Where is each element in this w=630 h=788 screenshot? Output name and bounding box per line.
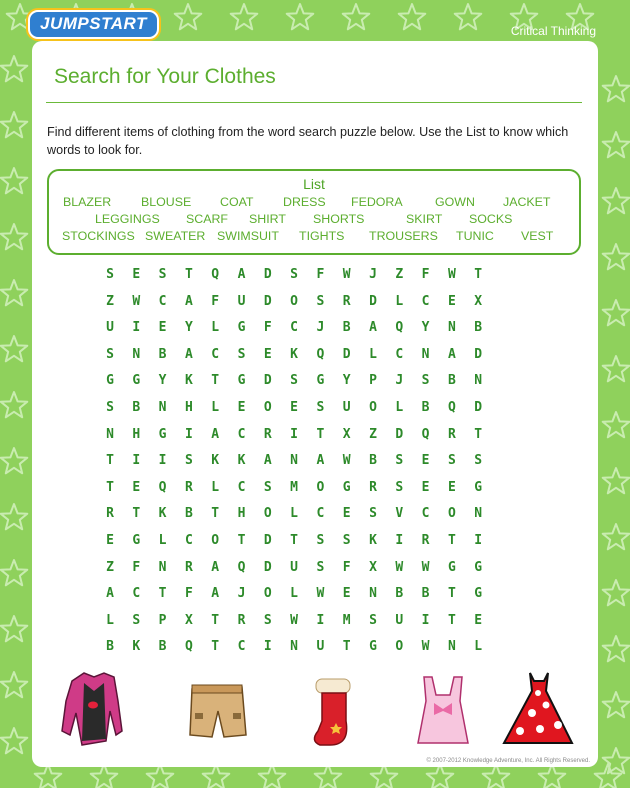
- puzzle-letter[interactable]: H: [132, 426, 141, 442]
- puzzle-letter[interactable]: O: [263, 586, 272, 602]
- puzzle-letter[interactable]: L: [395, 293, 404, 309]
- puzzle-letter[interactable]: G: [158, 426, 167, 442]
- puzzle-letter[interactable]: G: [474, 559, 483, 575]
- puzzle-letter[interactable]: B: [184, 506, 193, 522]
- puzzle-letter[interactable]: N: [106, 426, 114, 442]
- puzzle-letter[interactable]: C: [290, 320, 298, 336]
- puzzle-letter[interactable]: W: [421, 639, 430, 655]
- puzzle-letter[interactable]: U: [106, 320, 114, 336]
- puzzle-letter[interactable]: B: [342, 320, 351, 336]
- puzzle-letter[interactable]: V: [395, 506, 404, 522]
- star-decoration: [483, 764, 510, 788]
- puzzle-letter[interactable]: S: [369, 506, 377, 522]
- star-decoration: [603, 76, 630, 101]
- puzzle-letter[interactable]: B: [474, 320, 483, 336]
- star-decoration: [1, 672, 28, 697]
- star-decoration: [1, 112, 28, 137]
- star-decoration: [1, 560, 28, 585]
- puzzle-letter[interactable]: B: [158, 346, 167, 362]
- puzzle-letter[interactable]: L: [211, 479, 220, 495]
- puzzle-letter[interactable]: B: [421, 400, 430, 415]
- star-decoration: [231, 4, 258, 29]
- puzzle-letter[interactable]: R: [106, 506, 114, 522]
- puzzle-letter[interactable]: B: [158, 639, 167, 655]
- puzzle-letter[interactable]: T: [132, 506, 141, 522]
- list-word: SWIMSUIT: [217, 229, 279, 243]
- puzzle-letter[interactable]: L: [290, 586, 298, 602]
- star-decoration: [203, 764, 230, 788]
- puzzle-letter[interactable]: A: [447, 346, 456, 362]
- puzzle-letter[interactable]: A: [237, 267, 246, 282]
- list-word: SWEATER: [145, 229, 206, 243]
- puzzle-letter[interactable]: L: [211, 400, 220, 415]
- puzzle-letter[interactable]: S: [237, 346, 246, 362]
- star-decoration: [539, 764, 566, 788]
- dress-image: [504, 673, 572, 743]
- puzzle-letter[interactable]: T: [447, 586, 456, 602]
- star-decoration: [603, 468, 630, 493]
- star-decoration: [603, 244, 630, 269]
- puzzle-letter[interactable]: Y: [184, 320, 193, 336]
- puzzle-letter[interactable]: T: [106, 479, 114, 495]
- puzzle-letter[interactable]: S: [132, 612, 141, 628]
- puzzle-letter[interactable]: S: [263, 479, 272, 495]
- star-decoration: [603, 692, 630, 717]
- puzzle-letter[interactable]: T: [106, 453, 114, 469]
- puzzle-letter[interactable]: P: [158, 612, 167, 628]
- list-word: FEDORA: [351, 195, 403, 209]
- puzzle-letter[interactable]: R: [184, 559, 193, 575]
- puzzle-letter[interactable]: K: [132, 639, 141, 655]
- puzzle-letter[interactable]: C: [421, 293, 430, 309]
- puzzle-letter[interactable]: U: [316, 639, 325, 655]
- star-decoration: [1, 336, 28, 361]
- puzzle-letter[interactable]: T: [474, 426, 483, 442]
- puzzle-letter[interactable]: A: [211, 586, 220, 602]
- puzzle-letter[interactable]: S: [421, 373, 430, 389]
- puzzle-letter[interactable]: I: [474, 533, 483, 548]
- puzzle-letter[interactable]: S: [184, 453, 193, 469]
- puzzle-letter[interactable]: L: [369, 346, 377, 362]
- puzzle-letter[interactable]: Q: [237, 559, 246, 575]
- puzzle-letter[interactable]: G: [447, 559, 456, 575]
- puzzle-letter[interactable]: O: [369, 400, 377, 415]
- puzzle-letter[interactable]: L: [211, 320, 220, 336]
- puzzle-letter[interactable]: E: [237, 400, 246, 415]
- puzzle-letter[interactable]: Q: [211, 267, 220, 282]
- puzzle-letter[interactable]: N: [158, 559, 167, 575]
- puzzle-letter[interactable]: G: [474, 479, 483, 495]
- puzzle-letter[interactable]: B: [421, 586, 430, 602]
- puzzle-letter[interactable]: E: [421, 453, 430, 469]
- puzzle-letter[interactable]: Z: [369, 426, 377, 442]
- puzzle-letter[interactable]: S: [106, 346, 114, 362]
- puzzle-letter[interactable]: R: [447, 426, 456, 442]
- puzzle-letter[interactable]: W: [316, 586, 325, 602]
- puzzle-letter[interactable]: E: [421, 479, 430, 495]
- puzzle-letter[interactable]: T: [474, 267, 483, 282]
- puzzle-letter[interactable]: H: [237, 506, 246, 522]
- puzzle-letter[interactable]: Y: [342, 373, 351, 389]
- puzzle-letter[interactable]: X: [184, 612, 193, 628]
- puzzle-letter[interactable]: W: [421, 559, 430, 575]
- puzzle-letter[interactable]: U: [395, 612, 404, 628]
- puzzle-letter[interactable]: R: [342, 293, 351, 309]
- puzzle-letter[interactable]: L: [158, 533, 167, 548]
- puzzle-letter[interactable]: I: [184, 426, 193, 442]
- puzzle-letter[interactable]: S: [290, 373, 298, 389]
- puzzle-letter[interactable]: N: [290, 639, 298, 655]
- puzzle-letter[interactable]: Q: [158, 479, 167, 495]
- puzzle-letter[interactable]: O: [395, 639, 404, 655]
- puzzle-letter[interactable]: L: [290, 506, 298, 522]
- puzzle-letter[interactable]: W: [342, 453, 351, 469]
- puzzle-letter[interactable]: E: [158, 320, 167, 336]
- puzzle-letter[interactable]: K: [158, 506, 167, 522]
- puzzle-letter[interactable]: S: [474, 453, 483, 469]
- puzzle-letter[interactable]: T: [447, 612, 456, 628]
- puzzle-letter[interactable]: L: [474, 639, 483, 655]
- list-word: STOCKINGS: [62, 229, 135, 243]
- puzzle-letter[interactable]: I: [316, 612, 325, 628]
- puzzle-letter[interactable]: F: [132, 559, 141, 575]
- star-decoration: [1, 168, 28, 193]
- puzzle-letter[interactable]: K: [211, 453, 220, 469]
- copyright-text: © 2007-2012 Knowledge Adventure, Inc. All Rights Reserved.: [426, 758, 590, 764]
- star-decoration: [603, 580, 630, 605]
- puzzle-letter[interactable]: E: [263, 346, 272, 362]
- puzzle-letter[interactable]: C: [237, 479, 246, 495]
- puzzle-letter[interactable]: I: [290, 426, 298, 442]
- list-word: BLOUSE: [141, 195, 192, 209]
- star-decoration: [1, 56, 28, 81]
- puzzle-letter[interactable]: D: [263, 267, 272, 282]
- puzzle-letter[interactable]: K: [184, 373, 193, 389]
- puzzle-letter[interactable]: R: [184, 479, 193, 495]
- puzzle-letter[interactable]: X: [474, 293, 483, 309]
- puzzle-letter[interactable]: T: [342, 639, 351, 655]
- puzzle-letter[interactable]: G: [132, 373, 141, 389]
- puzzle-letter[interactable]: O: [263, 400, 272, 415]
- star-decoration: [287, 4, 314, 29]
- jumpstart-logo[interactable]: JUMPSTART: [28, 10, 159, 39]
- list-word: TROUSERS: [369, 229, 438, 243]
- category-label: Critical Thinking: [510, 24, 596, 38]
- puzzle-letter[interactable]: B: [369, 453, 377, 469]
- puzzle-letter[interactable]: S: [106, 267, 114, 282]
- puzzle-letter[interactable]: G: [474, 586, 483, 602]
- puzzle-letter[interactable]: Q: [316, 346, 325, 362]
- star-decoration: [603, 524, 630, 549]
- puzzle-letter[interactable]: F: [316, 267, 325, 282]
- puzzle-letter[interactable]: S: [395, 453, 404, 469]
- puzzle-letter[interactable]: F: [421, 267, 430, 282]
- puzzle-letter[interactable]: I: [158, 453, 167, 469]
- puzzle-letter[interactable]: M: [342, 612, 351, 628]
- puzzle-letter[interactable]: J: [369, 267, 377, 282]
- puzzle-letter[interactable]: Y: [421, 320, 430, 336]
- instructions-text: Find different items of clothing from the word search puzzle below. Use the List to know which words to look for.: [47, 125, 569, 157]
- puzzle-letter[interactable]: T: [447, 533, 456, 548]
- puzzle-letter[interactable]: E: [106, 533, 114, 548]
- list-word: TIGHTS: [299, 229, 345, 243]
- puzzle-letter[interactable]: O: [316, 479, 325, 495]
- star-decoration: [1, 616, 28, 641]
- star-decoration: [399, 4, 426, 29]
- puzzle-letter[interactable]: S: [158, 267, 167, 282]
- puzzle-letter[interactable]: T: [211, 612, 220, 628]
- list-word: GOWN: [435, 195, 475, 209]
- stocking-image: [314, 679, 350, 745]
- puzzle-letter[interactable]: W: [395, 559, 404, 575]
- puzzle-letter[interactable]: G: [237, 373, 246, 389]
- list-word: SHORTS: [313, 212, 365, 226]
- page-title: Search for Your Clothes: [54, 65, 276, 88]
- star-decoration: [91, 764, 118, 788]
- puzzle-letter[interactable]: R: [369, 479, 377, 495]
- puzzle-letter[interactable]: E: [132, 479, 141, 495]
- list-word: JACKET: [503, 195, 551, 209]
- puzzle-letter[interactable]: A: [369, 320, 377, 336]
- puzzle-letter[interactable]: N: [421, 346, 430, 362]
- star-decoration: [1, 448, 28, 473]
- puzzle-letter[interactable]: B: [132, 400, 141, 415]
- star-decoration: [427, 764, 454, 788]
- puzzle-letter[interactable]: Q: [447, 400, 456, 415]
- puzzle-letter[interactable]: D: [263, 533, 272, 548]
- puzzle-letter[interactable]: X: [342, 426, 351, 442]
- puzzle-letter[interactable]: G: [237, 320, 246, 336]
- puzzle-letter[interactable]: N: [158, 400, 167, 415]
- puzzle-letter[interactable]: N: [132, 346, 141, 362]
- puzzle-letter[interactable]: E: [342, 586, 351, 602]
- puzzle-letter[interactable]: D: [263, 559, 272, 575]
- puzzle-letter[interactable]: A: [263, 453, 272, 469]
- puzzle-letter[interactable]: S: [106, 400, 114, 415]
- puzzle-letter[interactable]: D: [474, 400, 483, 415]
- puzzle-letter[interactable]: O: [290, 293, 298, 309]
- list-word: TUNIC: [456, 229, 494, 243]
- star-decoration: [147, 764, 174, 788]
- puzzle-letter[interactable]: P: [369, 373, 377, 389]
- puzzle-letter[interactable]: U: [342, 400, 351, 415]
- star-decoration: [455, 4, 482, 29]
- puzzle-letter[interactable]: Q: [421, 426, 430, 442]
- puzzle-letter[interactable]: R: [421, 533, 430, 548]
- puzzle-letter[interactable]: O: [263, 506, 272, 522]
- puzzle-letter[interactable]: J: [316, 320, 325, 336]
- star-decoration: [1, 280, 28, 305]
- puzzle-letter[interactable]: G: [132, 533, 141, 548]
- puzzle-letter[interactable]: B: [447, 373, 456, 389]
- puzzle-letter[interactable]: U: [290, 559, 298, 575]
- puzzle-letter[interactable]: E: [474, 612, 483, 628]
- puzzle-letter[interactable]: R: [237, 612, 246, 628]
- puzzle-letter[interactable]: S: [316, 293, 325, 309]
- puzzle-letter[interactable]: F: [263, 320, 272, 336]
- list-word: SCARF: [186, 212, 228, 226]
- puzzle-letter[interactable]: B: [395, 586, 404, 602]
- puzzle-letter[interactable]: K: [290, 346, 298, 362]
- puzzle-letter[interactable]: C: [421, 506, 430, 522]
- word-list-title: List: [303, 176, 325, 192]
- star-decoration: [343, 4, 370, 29]
- star-decoration: [371, 764, 398, 788]
- star-decoration: [603, 636, 630, 661]
- puzzle-letter[interactable]: S: [316, 533, 325, 548]
- star-decoration: [315, 764, 342, 788]
- puzzle-letter[interactable]: S: [316, 400, 325, 415]
- puzzle-letter[interactable]: C: [237, 426, 246, 442]
- puzzle-letter[interactable]: N: [474, 373, 483, 389]
- star-decoration: [175, 4, 202, 29]
- puzzle-letter[interactable]: E: [447, 293, 456, 309]
- puzzle-letter[interactable]: D: [342, 346, 351, 362]
- list-word: BLAZER: [63, 195, 112, 209]
- puzzle-letter[interactable]: L: [106, 612, 114, 628]
- puzzle-letter[interactable]: T: [158, 586, 167, 602]
- puzzle-letter[interactable]: G: [316, 373, 325, 389]
- jacket-image: [62, 673, 122, 745]
- puzzle-letter[interactable]: R: [263, 426, 272, 442]
- puzzle-letter[interactable]: S: [290, 267, 298, 282]
- shorts-image: [190, 685, 246, 737]
- puzzle-letter[interactable]: Z: [106, 293, 114, 309]
- puzzle-letter[interactable]: E: [342, 506, 351, 522]
- puzzle-letter[interactable]: I: [263, 639, 272, 655]
- list-word: SKIRT: [406, 212, 443, 226]
- puzzle-letter[interactable]: E: [290, 400, 298, 415]
- puzzle-letter[interactable]: C: [158, 293, 167, 309]
- clothing-illustrations: [32, 41, 598, 767]
- star-decoration: [1, 224, 28, 249]
- puzzle-letter[interactable]: N: [290, 453, 298, 469]
- list-word: COAT: [220, 195, 254, 209]
- puzzle-letter[interactable]: X: [369, 559, 377, 575]
- puzzle-letter[interactable]: W: [447, 267, 456, 282]
- puzzle-letter[interactable]: S: [263, 612, 272, 628]
- star-decoration: [603, 188, 630, 213]
- puzzle-letter[interactable]: Q: [395, 320, 404, 336]
- puzzle-letter[interactable]: A: [211, 426, 220, 442]
- puzzle-letter[interactable]: D: [395, 426, 404, 442]
- puzzle-letter[interactable]: Z: [106, 559, 114, 575]
- puzzle-letter[interactable]: J: [237, 586, 246, 602]
- puzzle-letter[interactable]: I: [421, 612, 430, 628]
- puzzle-letter[interactable]: H: [184, 400, 193, 415]
- puzzle-letter[interactable]: Y: [158, 373, 167, 389]
- puzzle-letter[interactable]: F: [342, 559, 351, 575]
- puzzle-letter[interactable]: T: [290, 533, 298, 548]
- puzzle-letter[interactable]: E: [447, 479, 456, 495]
- star-decoration: [1, 504, 28, 529]
- puzzle-letter[interactable]: C: [184, 533, 193, 548]
- star-decoration: [603, 356, 630, 381]
- puzzle-letter[interactable]: Z: [395, 267, 404, 282]
- puzzle-letter[interactable]: D: [474, 346, 483, 362]
- puzzle-letter[interactable]: O: [211, 533, 220, 548]
- puzzle-letter[interactable]: C: [132, 586, 141, 602]
- puzzle-letter[interactable]: G: [342, 479, 351, 495]
- puzzle-letter[interactable]: T: [211, 506, 220, 522]
- puzzle-letter[interactable]: I: [395, 533, 404, 548]
- puzzle-letter[interactable]: D: [263, 293, 272, 309]
- puzzle-letter[interactable]: S: [342, 533, 351, 548]
- puzzle-letter[interactable]: L: [395, 400, 404, 415]
- puzzle-letter[interactable]: A: [211, 559, 220, 575]
- puzzle-letter[interactable]: T: [211, 373, 220, 389]
- puzzle-letter[interactable]: J: [395, 373, 404, 389]
- puzzle-letter[interactable]: E: [132, 267, 141, 282]
- puzzle-letter[interactable]: N: [447, 320, 456, 336]
- puzzle-letter[interactable]: Q: [184, 639, 193, 655]
- star-decoration: [35, 764, 62, 788]
- puzzle-letter[interactable]: I: [132, 453, 141, 469]
- list-word: SOCKS: [469, 212, 513, 226]
- puzzle-letter[interactable]: S: [447, 453, 456, 469]
- puzzle-letter[interactable]: T: [211, 639, 220, 655]
- star-decoration: [1, 728, 28, 753]
- puzzle-letter[interactable]: D: [263, 373, 272, 389]
- star-decoration: [603, 300, 630, 325]
- list-word: VEST: [521, 229, 554, 243]
- puzzle-letter[interactable]: S: [316, 559, 325, 575]
- puzzle-letter[interactable]: B: [106, 639, 114, 655]
- blouse-image: [418, 677, 468, 743]
- puzzle-letter[interactable]: F: [184, 586, 193, 602]
- puzzle-letter[interactable]: W: [132, 293, 141, 309]
- puzzle-letter[interactable]: C: [211, 346, 220, 362]
- puzzle-letter[interactable]: S: [395, 479, 404, 495]
- puzzle-letter[interactable]: U: [237, 293, 246, 309]
- puzzle-letter[interactable]: N: [369, 586, 377, 602]
- list-word: DRESS: [283, 195, 326, 209]
- puzzle-letter[interactable]: A: [106, 586, 114, 602]
- puzzle-letter[interactable]: O: [447, 506, 456, 522]
- puzzle-letter[interactable]: C: [316, 506, 325, 522]
- star-decoration: [259, 764, 286, 788]
- list-word: SHIRT: [249, 212, 286, 226]
- puzzle-letter[interactable]: K: [237, 453, 246, 469]
- puzzle-letter[interactable]: W: [342, 267, 351, 282]
- list-word: LEGGINGS: [95, 212, 160, 226]
- puzzle-letter[interactable]: A: [184, 293, 193, 309]
- worksheet-panel: [32, 41, 598, 767]
- star-decoration: [603, 132, 630, 157]
- puzzle-letter[interactable]: M: [290, 479, 298, 495]
- puzzle-letter[interactable]: D: [369, 293, 377, 309]
- puzzle-letter[interactable]: K: [369, 533, 377, 548]
- puzzle-letter[interactable]: I: [132, 320, 141, 336]
- puzzle-letter[interactable]: S: [369, 612, 377, 628]
- puzzle-letter[interactable]: A: [184, 346, 193, 362]
- puzzle-letter[interactable]: G: [369, 639, 377, 655]
- star-decoration: [603, 412, 630, 437]
- puzzle-letter[interactable]: T: [237, 533, 246, 548]
- star-decoration: [1, 392, 28, 417]
- puzzle-letter[interactable]: N: [447, 639, 456, 655]
- puzzle-letter[interactable]: C: [237, 639, 246, 655]
- puzzle-letter[interactable]: W: [290, 612, 298, 628]
- puzzle-letter[interactable]: C: [395, 346, 404, 362]
- puzzle-letter[interactable]: F: [211, 293, 220, 309]
- puzzle-letter[interactable]: G: [106, 373, 114, 389]
- puzzle-letter[interactable]: N: [474, 506, 483, 522]
- puzzle-letter[interactable]: T: [316, 426, 325, 442]
- puzzle-letter[interactable]: T: [184, 267, 193, 282]
- puzzle-letter[interactable]: A: [316, 453, 325, 469]
